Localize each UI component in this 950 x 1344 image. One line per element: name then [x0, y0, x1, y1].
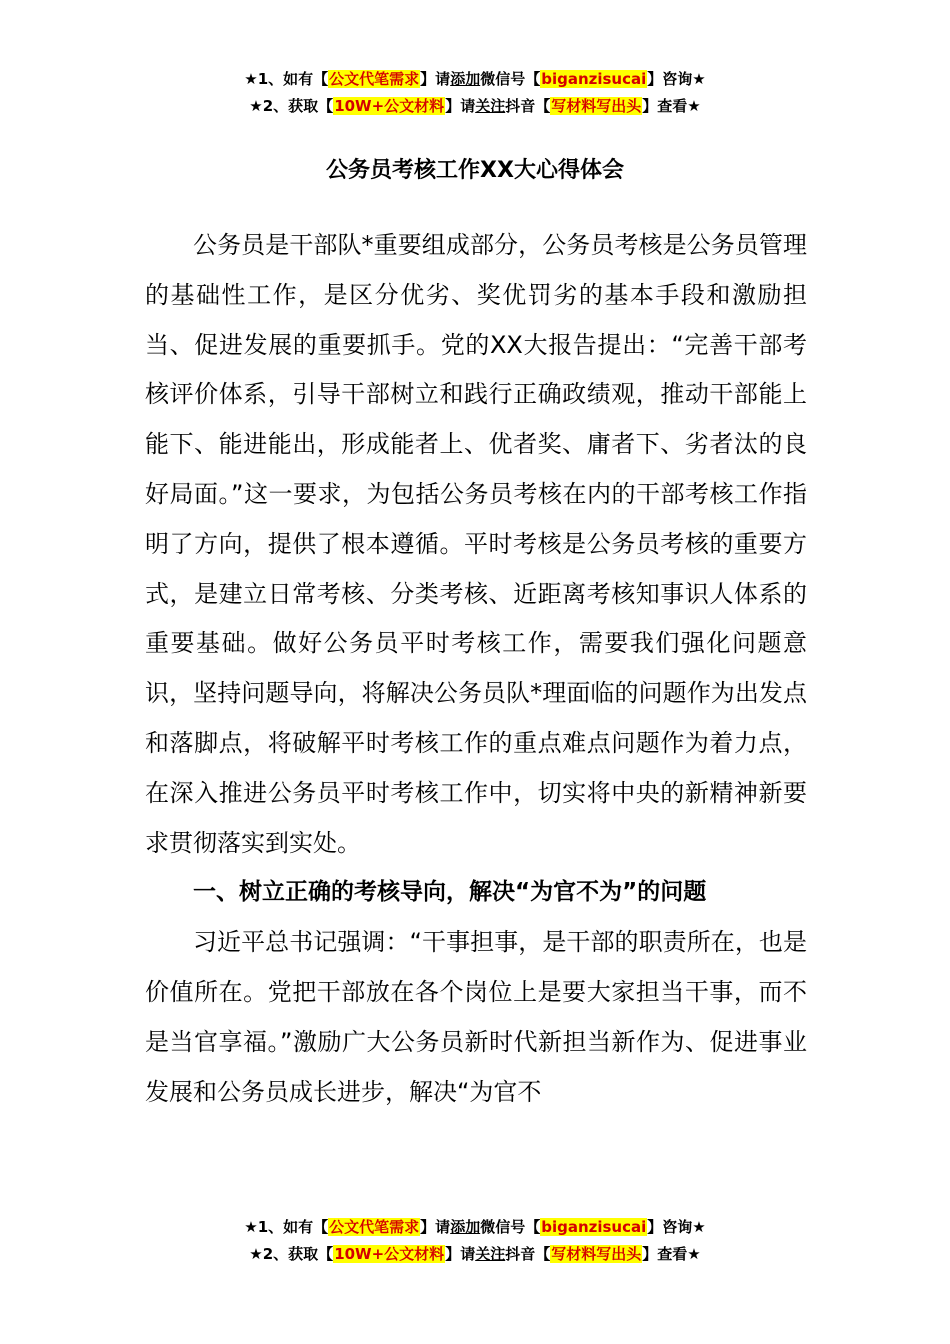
banner-highlight: 写材料写出头 [551, 1245, 642, 1263]
banner-text: 】咨询★ [647, 70, 706, 88]
banner-highlight: 写材料写出头 [551, 97, 642, 115]
banner-highlight: 公文代笔需求 [329, 70, 420, 88]
banner-text: 抖音【 [505, 1245, 551, 1263]
section-heading-1: 一、树立正确的考核导向，解决“为官不为”的问题 [193, 879, 707, 906]
banner-underlined-text: 关注 [475, 1245, 506, 1263]
banner-underlined-text: 关注 [475, 97, 506, 115]
banner-line-2 [0, 93, 950, 120]
banner-line-2 [0, 1241, 950, 1268]
paragraph-intro: 公务员是干部队*重要组成部分，公务员考核是公务员管理的基础性工作，是区分优劣、奖优罚劣的基本手段和激励担当、促进发展的重要抓手。党的XX大报告提出：“完善干部考核评价体系，引导干部树立和践行正确政绩观，推动干部能上能下、能进能出，形成能者上、优者奖、庸者下、劣者汰的良好局面。”这一要求，为包括公务员考核在内的干部考核工作指明了方向，提供了根本遵循。平时考核是公务员考核的重要方式，是建立日常考核、分类考核、近距离考核知事识人体系的重要基础。做好公务员平时考核工作，需要我们强化问题意识，坚持问题导向，将解决公务员队*理面临的问题作为出发点和落脚点，将破解平时考核工作的重点难点问题作为着力点，在深入推进公务员平时考核工作中，切实将中央的新精神新要求贯彻落实到实处。 [145, 231, 807, 857]
banner-line-1 [0, 66, 950, 93]
banner-line-1 [0, 1214, 950, 1241]
banner-text: 】查看★ [642, 1245, 701, 1263]
banner-text: 】查看★ [642, 97, 701, 115]
footer-banner [0, 1214, 950, 1268]
document-body [145, 221, 807, 1117]
banner-text: 】请 [445, 1245, 476, 1263]
banner-text: ★2、获取【 [249, 1245, 334, 1263]
banner-text: 】请 [445, 97, 476, 115]
paragraph-section-1: 习近平总书记强调：“干事担事，是干部的职责所在，也是价值所在。党把干部放在各个岗位上是要大家担当干事，而不是当官享福。”激励广大公务员新时代新担当新作为、促进事业发展和公务员成长进步，解决“为官不 [145, 928, 807, 1106]
banner-text: 微信号【 [480, 70, 541, 88]
banner-highlight: 10W+公文材料 [334, 1245, 445, 1263]
banner-text: ★2、获取【 [249, 97, 334, 115]
banner-text: 抖音【 [505, 97, 551, 115]
header-banner [0, 66, 950, 120]
banner-underlined-text: 添加 [450, 70, 481, 88]
banner-highlight: 10W+公文材料 [334, 97, 445, 115]
banner-text: 微信号【 [480, 1218, 541, 1236]
banner-text: ★1、如有【 [244, 70, 329, 88]
banner-text: ★1、如有【 [244, 1218, 329, 1236]
banner-underlined-text: 添加 [450, 1218, 481, 1236]
banner-text: 】请 [420, 70, 451, 88]
banner-highlight: biganzisucai [541, 70, 647, 88]
document-title: 公务员考核工作XX大心得体会 [326, 158, 624, 183]
banner-highlight: 公文代笔需求 [329, 1218, 420, 1236]
banner-text: 】咨询★ [647, 1218, 706, 1236]
banner-text: 】请 [420, 1218, 451, 1236]
banner-highlight: biganzisucai [541, 1218, 647, 1236]
